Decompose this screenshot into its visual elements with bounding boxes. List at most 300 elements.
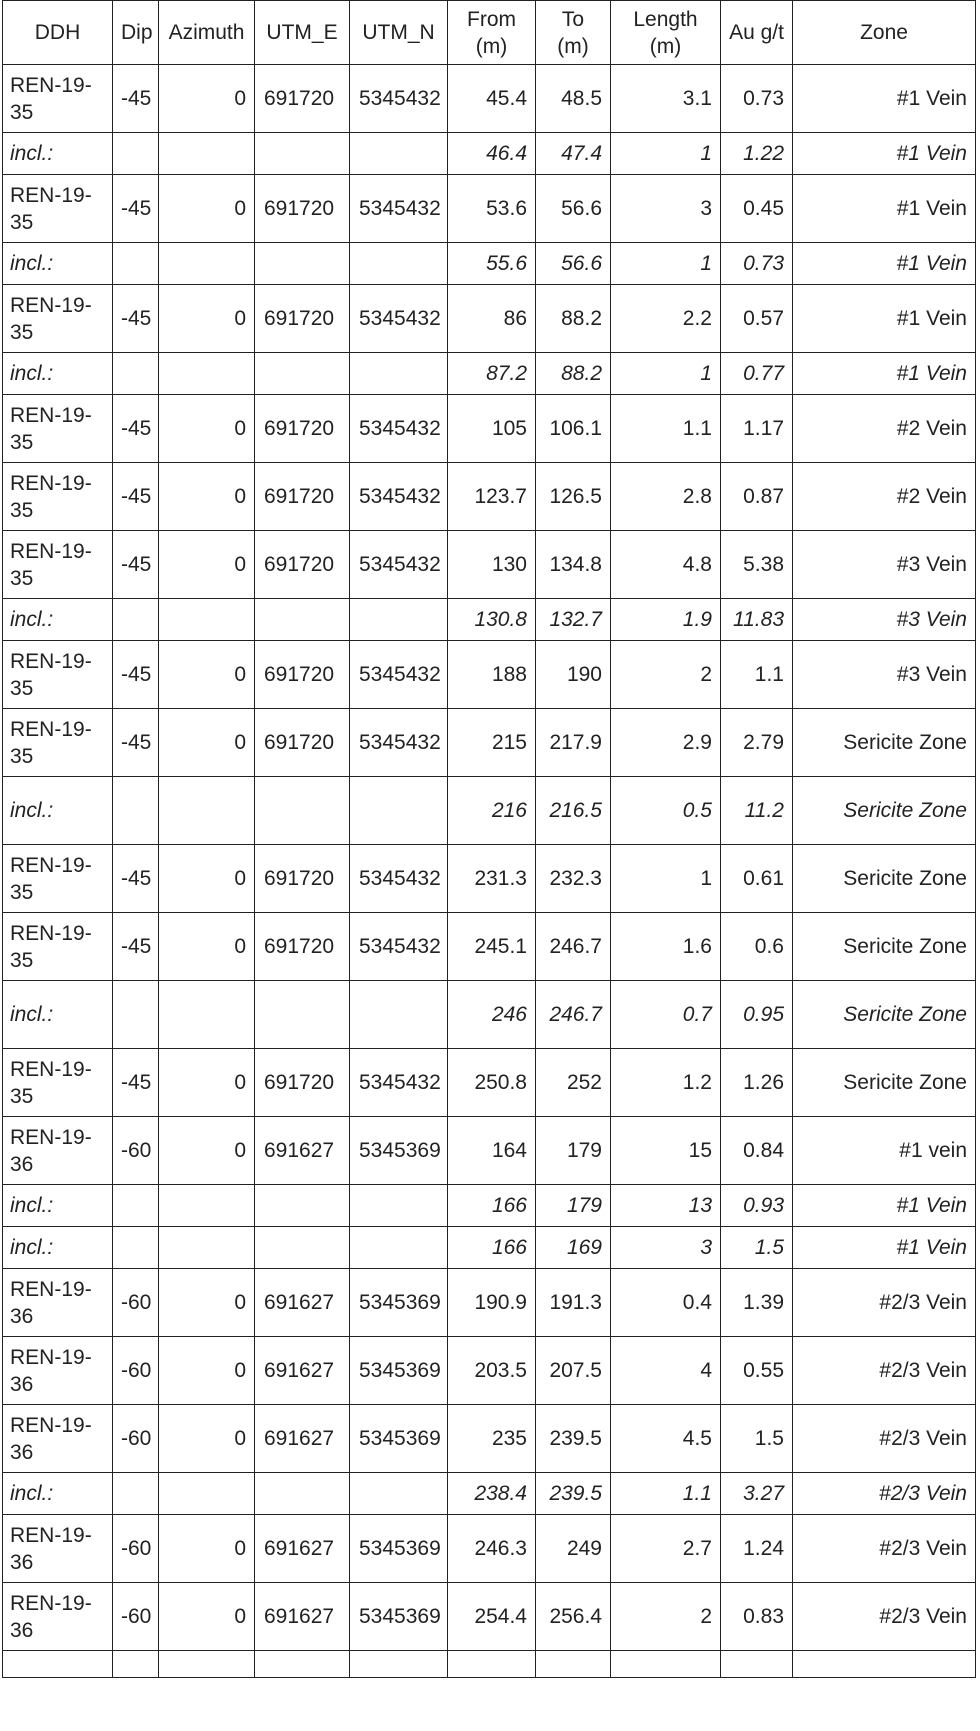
cell-length: 4: [611, 1337, 721, 1405]
cell-from: 246: [448, 981, 536, 1049]
cell-ddh: incl.:: [3, 353, 113, 395]
cell-utm-e: [255, 243, 350, 285]
table-row-included: [3, 981, 976, 1049]
cell-utm-e: [255, 133, 350, 175]
cell-au: 0.57: [721, 285, 793, 353]
cell-from: 166: [448, 1227, 536, 1269]
cell-length: [611, 1651, 721, 1678]
cell-from: 190.9: [448, 1269, 536, 1337]
cell-au: 0.73: [721, 243, 793, 285]
cell-to: 56.6: [536, 243, 611, 285]
cell-utm-e: 691720: [255, 1049, 350, 1117]
cell-to: 256.4: [536, 1583, 611, 1651]
cell-to: 239.5: [536, 1405, 611, 1473]
cell-length: 4.5: [611, 1405, 721, 1473]
cell-to: 239.5: [536, 1473, 611, 1515]
cell-length: 1.1: [611, 1473, 721, 1515]
cell-length: 0.4: [611, 1269, 721, 1337]
cell-dip: -60: [113, 1117, 159, 1185]
cell-azimuth: [159, 133, 255, 175]
cell-utm-e: [255, 981, 350, 1049]
cell-length: 1: [611, 353, 721, 395]
cell-to: 216.5: [536, 777, 611, 845]
cell-azimuth: 0: [159, 709, 255, 777]
cell-azimuth: 0: [159, 1405, 255, 1473]
cell-utm-e: 691720: [255, 463, 350, 531]
cell-azimuth: 0: [159, 65, 255, 133]
cell-from: 130.8: [448, 599, 536, 641]
cell-zone: #1 Vein: [793, 65, 976, 133]
cell-length: 2: [611, 1583, 721, 1651]
cell-zone: #1 Vein: [793, 1227, 976, 1269]
header-dip: Dip: [113, 1, 159, 65]
table-row: [3, 531, 976, 599]
cell-utm-e: 691720: [255, 845, 350, 913]
cell-utm-n: 5345432: [350, 1049, 448, 1117]
cell-to: 207.5: [536, 1337, 611, 1405]
cell-ddh: REN-19-35: [3, 709, 113, 777]
cell-utm-e: [255, 599, 350, 641]
cell-length: 2.7: [611, 1515, 721, 1583]
cell-au: 0.93: [721, 1185, 793, 1227]
cell-au: 0.6: [721, 913, 793, 981]
cell-zone: #2/3 Vein: [793, 1405, 976, 1473]
cell-length: 1.2: [611, 1049, 721, 1117]
cell-length: 1: [611, 243, 721, 285]
cell-ddh: REN-19-36: [3, 1269, 113, 1337]
cell-ddh: incl.:: [3, 777, 113, 845]
table-row: [3, 845, 976, 913]
drill-results-table: [2, 0, 976, 1678]
cell-azimuth: [159, 981, 255, 1049]
cell-from: 130: [448, 531, 536, 599]
cell-au: 0.55: [721, 1337, 793, 1405]
table-row-included: [3, 777, 976, 845]
cell-dip: -45: [113, 175, 159, 243]
table-row-included: [3, 599, 976, 641]
cell-utm-n: 5345432: [350, 175, 448, 243]
cell-zone: #2/3 Vein: [793, 1269, 976, 1337]
cell-utm-n: 5345369: [350, 1405, 448, 1473]
cell-length: 2.8: [611, 463, 721, 531]
cell-dip: -45: [113, 709, 159, 777]
table-row: [3, 1405, 976, 1473]
cell-azimuth: 0: [159, 913, 255, 981]
cell-utm-e: 691627: [255, 1583, 350, 1651]
header-au: Au g/t: [721, 1, 793, 65]
cell-au: 0.95: [721, 981, 793, 1049]
cell-to: 249: [536, 1515, 611, 1583]
cell-utm-e: 691720: [255, 913, 350, 981]
cell-ddh: REN-19-36: [3, 1337, 113, 1405]
cell-azimuth: 0: [159, 1049, 255, 1117]
cell-ddh: REN-19-35: [3, 845, 113, 913]
cell-from: 166: [448, 1185, 536, 1227]
cell-utm-n: 5345432: [350, 845, 448, 913]
cell-ddh: incl.:: [3, 599, 113, 641]
cell-length: 0.7: [611, 981, 721, 1049]
cell-dip: -60: [113, 1405, 159, 1473]
cell-ddh: REN-19-36: [3, 1583, 113, 1651]
table-row-included: [3, 353, 976, 395]
header-to: To (m): [536, 1, 611, 65]
cell-from: 53.6: [448, 175, 536, 243]
cell-from: 254.4: [448, 1583, 536, 1651]
cell-ddh: incl.:: [3, 981, 113, 1049]
cell-utm-n: 5345369: [350, 1583, 448, 1651]
table-row-included: [3, 243, 976, 285]
cell-azimuth: 0: [159, 531, 255, 599]
cell-dip: -60: [113, 1337, 159, 1405]
cell-zone: #1 vein: [793, 1117, 976, 1185]
cell-from: 55.6: [448, 243, 536, 285]
table-row-included: [3, 1185, 976, 1227]
cell-au: 1.26: [721, 1049, 793, 1117]
cell-utm-n: [350, 1651, 448, 1678]
cell-dip: -45: [113, 65, 159, 133]
table-body: [3, 65, 976, 1678]
cell-to: 56.6: [536, 175, 611, 243]
cell-azimuth: 0: [159, 1515, 255, 1583]
cell-azimuth: 0: [159, 641, 255, 709]
cell-utm-e: 691627: [255, 1405, 350, 1473]
cell-to: 246.7: [536, 981, 611, 1049]
cell-from: 231.3: [448, 845, 536, 913]
cell-utm-e: 691720: [255, 285, 350, 353]
cell-ddh: incl.:: [3, 1473, 113, 1515]
cell-au: 11.83: [721, 599, 793, 641]
header-ddh: DDH: [3, 1, 113, 65]
cell-azimuth: [159, 243, 255, 285]
table-row: [3, 1337, 976, 1405]
cell-to: 252: [536, 1049, 611, 1117]
cell-azimuth: 0: [159, 463, 255, 531]
cell-azimuth: 0: [159, 1269, 255, 1337]
cell-utm-e: [255, 1473, 350, 1515]
table-row: [3, 1515, 976, 1583]
cell-length: 3.1: [611, 65, 721, 133]
cell-au: 1.5: [721, 1227, 793, 1269]
cell-ddh: incl.:: [3, 133, 113, 175]
cell-au: 0.61: [721, 845, 793, 913]
cell-to: 134.8: [536, 531, 611, 599]
cell-utm-e: 691627: [255, 1337, 350, 1405]
cell-au: 11.2: [721, 777, 793, 845]
cell-utm-n: [350, 353, 448, 395]
cell-utm-n: [350, 1185, 448, 1227]
cell-au: 3.27: [721, 1473, 793, 1515]
cell-to: 179: [536, 1185, 611, 1227]
table-row: [3, 463, 976, 531]
cell-ddh: incl.:: [3, 1185, 113, 1227]
cell-utm-n: [350, 777, 448, 845]
cell-au: 0.84: [721, 1117, 793, 1185]
table-row: [3, 709, 976, 777]
cell-length: 2: [611, 641, 721, 709]
cell-zone: #1 Vein: [793, 243, 976, 285]
cell-to: 48.5: [536, 65, 611, 133]
cell-utm-n: [350, 981, 448, 1049]
cell-from: 45.4: [448, 65, 536, 133]
cell-au: 5.38: [721, 531, 793, 599]
cell-dip: [113, 1227, 159, 1269]
cell-from: 105: [448, 395, 536, 463]
table-row: [3, 285, 976, 353]
cell-length: 1.9: [611, 599, 721, 641]
cell-ddh: REN-19-35: [3, 641, 113, 709]
cell-to: 191.3: [536, 1269, 611, 1337]
table-row: [3, 1117, 976, 1185]
cell-azimuth: 0: [159, 175, 255, 243]
cell-dip: -45: [113, 463, 159, 531]
cell-utm-e: 691627: [255, 1515, 350, 1583]
cell-from: 86: [448, 285, 536, 353]
cell-utm-n: 5345432: [350, 641, 448, 709]
cell-to: 246.7: [536, 913, 611, 981]
cell-from: 235: [448, 1405, 536, 1473]
cell-utm-e: 691720: [255, 641, 350, 709]
cell-zone: #1 Vein: [793, 285, 976, 353]
cell-dip: [113, 599, 159, 641]
table-row: [3, 65, 976, 133]
cell-azimuth: 0: [159, 395, 255, 463]
cell-ddh: [3, 1651, 113, 1678]
cell-zone: #1 Vein: [793, 133, 976, 175]
cell-zone: #1 Vein: [793, 1185, 976, 1227]
cell-utm-e: [255, 353, 350, 395]
cell-ddh: REN-19-36: [3, 1515, 113, 1583]
cell-ddh: REN-19-36: [3, 1405, 113, 1473]
cell-dip: -45: [113, 641, 159, 709]
cell-zone: #2/3 Vein: [793, 1473, 976, 1515]
cell-from: 46.4: [448, 133, 536, 175]
cell-length: 1: [611, 845, 721, 913]
cell-length: 13: [611, 1185, 721, 1227]
cell-to: 169: [536, 1227, 611, 1269]
cell-azimuth: [159, 777, 255, 845]
header-zone: Zone: [793, 1, 976, 65]
cell-azimuth: [159, 1185, 255, 1227]
cell-to: 126.5: [536, 463, 611, 531]
table-row: [3, 395, 976, 463]
cell-utm-n: 5345432: [350, 65, 448, 133]
cell-ddh: REN-19-35: [3, 175, 113, 243]
cell-au: [721, 1651, 793, 1678]
cell-to: [536, 1651, 611, 1678]
cell-zone: Sericite Zone: [793, 777, 976, 845]
cell-length: 15: [611, 1117, 721, 1185]
cell-dip: [113, 1473, 159, 1515]
cell-dip: -45: [113, 913, 159, 981]
cell-zone: #1 Vein: [793, 175, 976, 243]
cell-utm-e: 691720: [255, 709, 350, 777]
cell-azimuth: [159, 1473, 255, 1515]
cell-utm-n: 5345432: [350, 709, 448, 777]
cell-zone: [793, 1651, 976, 1678]
cell-au: 0.87: [721, 463, 793, 531]
cell-ddh: REN-19-35: [3, 65, 113, 133]
cell-length: 2.2: [611, 285, 721, 353]
cell-from: 250.8: [448, 1049, 536, 1117]
cell-utm-e: [255, 1185, 350, 1227]
cell-zone: #3 Vein: [793, 599, 976, 641]
cell-to: 232.3: [536, 845, 611, 913]
cell-to: 132.7: [536, 599, 611, 641]
cell-dip: -45: [113, 395, 159, 463]
cell-zone: #1 Vein: [793, 353, 976, 395]
cell-from: 215: [448, 709, 536, 777]
cell-au: 2.79: [721, 709, 793, 777]
cell-azimuth: [159, 353, 255, 395]
table-row-included: [3, 1473, 976, 1515]
cell-azimuth: [159, 1651, 255, 1678]
cell-utm-n: [350, 1227, 448, 1269]
cell-ddh: REN-19-35: [3, 463, 113, 531]
cell-azimuth: 0: [159, 285, 255, 353]
cell-utm-e: [255, 1651, 350, 1678]
cell-ddh: incl.:: [3, 1227, 113, 1269]
cell-zone: Sericite Zone: [793, 709, 976, 777]
table-row-included: [3, 1227, 976, 1269]
cell-azimuth: 0: [159, 1337, 255, 1405]
cell-utm-n: [350, 243, 448, 285]
cell-zone: #2 Vein: [793, 463, 976, 531]
cell-ddh: incl.:: [3, 243, 113, 285]
cell-dip: [113, 353, 159, 395]
header-from: From (m): [448, 1, 536, 65]
cell-zone: Sericite Zone: [793, 981, 976, 1049]
cell-dip: [113, 1651, 159, 1678]
cell-utm-e: 691720: [255, 65, 350, 133]
cell-utm-e: 691627: [255, 1269, 350, 1337]
cell-to: 47.4: [536, 133, 611, 175]
cell-to: 106.1: [536, 395, 611, 463]
table-row: [3, 175, 976, 243]
cell-length: 3: [611, 175, 721, 243]
cell-dip: -45: [113, 531, 159, 599]
cell-au: 0.77: [721, 353, 793, 395]
cell-from: 203.5: [448, 1337, 536, 1405]
cell-length: 1.1: [611, 395, 721, 463]
cell-to: 217.9: [536, 709, 611, 777]
cell-from: [448, 1651, 536, 1678]
cell-dip: [113, 777, 159, 845]
table-row: [3, 1049, 976, 1117]
cell-dip: -45: [113, 845, 159, 913]
cell-dip: -60: [113, 1583, 159, 1651]
cell-au: 1.39: [721, 1269, 793, 1337]
cell-zone: Sericite Zone: [793, 913, 976, 981]
cell-utm-n: [350, 599, 448, 641]
cell-ddh: REN-19-35: [3, 1049, 113, 1117]
cell-utm-n: 5345369: [350, 1337, 448, 1405]
cell-dip: -45: [113, 1049, 159, 1117]
cell-length: 0.5: [611, 777, 721, 845]
cell-au: 0.83: [721, 1583, 793, 1651]
cell-azimuth: [159, 1227, 255, 1269]
cell-from: 246.3: [448, 1515, 536, 1583]
cell-au: 1.22: [721, 133, 793, 175]
cell-utm-e: [255, 1227, 350, 1269]
cell-zone: #3 Vein: [793, 641, 976, 709]
cell-length: 4.8: [611, 531, 721, 599]
cell-utm-n: [350, 1473, 448, 1515]
cell-length: 1: [611, 133, 721, 175]
cell-au: 1.5: [721, 1405, 793, 1473]
cell-utm-e: 691720: [255, 395, 350, 463]
cell-ddh: REN-19-35: [3, 395, 113, 463]
cell-utm-n: 5345432: [350, 531, 448, 599]
cell-dip: [113, 133, 159, 175]
table-row: [3, 1651, 976, 1678]
header-utm-e: UTM_E: [255, 1, 350, 65]
cell-zone: #2 Vein: [793, 395, 976, 463]
cell-ddh: REN-19-35: [3, 531, 113, 599]
cell-length: 1.6: [611, 913, 721, 981]
cell-zone: Sericite Zone: [793, 845, 976, 913]
table-row: [3, 1583, 976, 1651]
table-row: [3, 641, 976, 709]
cell-from: 164: [448, 1117, 536, 1185]
cell-from: 87.2: [448, 353, 536, 395]
cell-azimuth: 0: [159, 1583, 255, 1651]
cell-dip: -60: [113, 1269, 159, 1337]
cell-to: 190: [536, 641, 611, 709]
cell-utm-n: [350, 133, 448, 175]
cell-length: 2.9: [611, 709, 721, 777]
cell-to: 179: [536, 1117, 611, 1185]
cell-zone: #2/3 Vein: [793, 1583, 976, 1651]
table-header-row: [3, 1, 976, 65]
cell-from: 216: [448, 777, 536, 845]
table-row-included: [3, 133, 976, 175]
cell-zone: #2/3 Vein: [793, 1337, 976, 1405]
cell-au: 0.45: [721, 175, 793, 243]
cell-zone: #2/3 Vein: [793, 1515, 976, 1583]
cell-utm-n: 5345369: [350, 1515, 448, 1583]
cell-utm-e: [255, 777, 350, 845]
cell-utm-n: 5345369: [350, 1117, 448, 1185]
cell-to: 88.2: [536, 285, 611, 353]
cell-ddh: REN-19-35: [3, 285, 113, 353]
cell-utm-e: 691720: [255, 531, 350, 599]
cell-zone: #3 Vein: [793, 531, 976, 599]
cell-azimuth: [159, 599, 255, 641]
cell-azimuth: 0: [159, 845, 255, 913]
cell-ddh: REN-19-36: [3, 1117, 113, 1185]
cell-au: 1.1: [721, 641, 793, 709]
cell-dip: [113, 243, 159, 285]
cell-utm-e: 691720: [255, 175, 350, 243]
header-utm-n: UTM_N: [350, 1, 448, 65]
cell-ddh: REN-19-35: [3, 913, 113, 981]
cell-au: 1.24: [721, 1515, 793, 1583]
cell-dip: -60: [113, 1515, 159, 1583]
cell-dip: -45: [113, 285, 159, 353]
cell-utm-n: 5345369: [350, 1269, 448, 1337]
cell-au: 0.73: [721, 65, 793, 133]
cell-utm-e: 691627: [255, 1117, 350, 1185]
cell-dip: [113, 981, 159, 1049]
header-length: Length (m): [611, 1, 721, 65]
table-row: [3, 913, 976, 981]
cell-utm-n: 5345432: [350, 463, 448, 531]
cell-utm-n: 5345432: [350, 285, 448, 353]
cell-to: 88.2: [536, 353, 611, 395]
cell-utm-n: 5345432: [350, 395, 448, 463]
cell-azimuth: 0: [159, 1117, 255, 1185]
cell-zone: Sericite Zone: [793, 1049, 976, 1117]
